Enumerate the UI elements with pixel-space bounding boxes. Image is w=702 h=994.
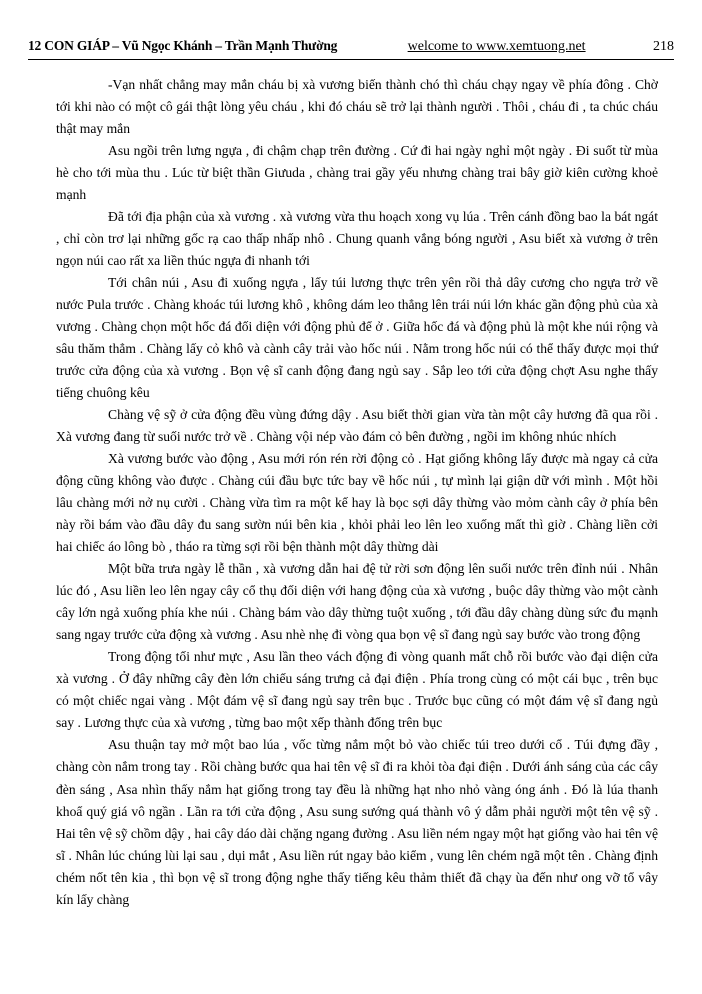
paragraph: Chàng vệ sỹ ở cửa động đều vùng đứng dậy . Asu biết thời gian vừa tàn một cây hương đã qua rồi . Xà vương đang từ suối nước trở về . Chàng vội nép vào đám cỏ bên đường , ngồi im không nhúc nhích bbox=[56, 407, 658, 445]
paragraph: -Vạn nhất chẳng may mắn cháu bị xà vương biến thành chó thì cháu chạy ngay về phía đông . Chờ tới khi nào có một cô gái thật lòng yêu cháu , khi đó cháu sẽ trở lại thành người . Thôi , cháu đi , ta chúc cháu thật may mắn bbox=[56, 77, 658, 137]
book-title: 12 CON GIÁP – Vũ Ngọc Khánh – Trần Mạnh Thường bbox=[28, 38, 338, 53]
paragraph: Trong động tối như mực , Asu lần theo vách động đi vòng quanh mất chỗ rồi bước vào đại diện cửa xà vương . Ở đây những cây đèn lớn chiếu sáng trưng cả đại điện . Phía trong cùng có một cái bục , trên bục có một chiếc ngai vàng . Một đám vệ sĩ đang ngủ say trên bục . Trước bục cũng có một đám vệ sĩ đang ngủ say . Lương thực của xà vương , từng bao một xếp thành đống trên bục bbox=[56, 649, 658, 731]
website-link[interactable]: welcome to www.xemtuong.net bbox=[407, 39, 586, 54]
page-number: 218 bbox=[653, 39, 674, 54]
paragraph: Asu thuận tay mở một bao lúa , vốc từng nắm một bỏ vào chiếc túi treo dưới cổ . Túi đựng đầy , chàng còn nắm trong tay . Rồi chàng bước qua hai tên vệ sĩ đi ra khỏi tòa đại điện . Dưới ánh sáng của các cây đèn sáng , Asa nhìn thấy nắm hạt giống trong tay đều là những hạt nho nhỏ vàng óng ánh . Đó là lúa thanh khoẩ quý giá vô ngần . Lần ra tới cửa động , Asu sung sướng quá thành vô ý dẫm phải người một tên vệ sỹ . Hai tên vệ sỹ chồm dậy , hai cây dáo dài chặng ngang đường . Asu liền ném ngay một hạt giống vào hai tên vệ sĩ . Nhân lúc chúng lùi lại sau , dụi mắt , Asu liền rút ngay bảo kiểm , vung lên chém ngã một tên . Chàng định chém nốt tên kia , thì bọn vệ sĩ trong động nghe thấy tiếng kêu thảm thiết đã chạy ùa đến như ong vỡ tổ vây kín lấy chàng bbox=[56, 737, 658, 907]
paragraph: Asu ngồi trên lưng ngựa , đi chậm chạp trên đường . Cứ đi hai ngày nghỉ một ngày . Đi suốt từ mùa hè cho tới mùa thu . Lúc từ biệt thần Giưuda , chàng trai gầy yếu nhưng chàng trai bây giờ kiên cường khoẻ mạnh bbox=[56, 143, 658, 203]
body-text bbox=[28, 74, 674, 911]
paragraph: Xà vương bước vào động , Asu mới rón rén rời động cỏ . Hạt giống không lấy được mà ngay cả cửa động cũng không vào được . Chàng cúi đầu bực tức bay về hốc núi , tự mình lại giận dữ với mình . Một hồi lâu chàng mới nở nụ cười . Chàng vừa tìm ra một kế hay là bọc sợi dây thừng vào mỏm cành cây ở phía bên này rồi bám vào đầu dây đu sang sườn núi bên kia , khỏi phải leo lên leo xuống mất thì giờ . Chàng liền cởi hai chiếc áo lông bò , tháo ra từng sợi rồi bện thành một dây thừng dài bbox=[56, 451, 658, 555]
paragraph: Một bữa trưa ngày lễ thần , xà vương dẫn hai đệ tử rời sơn động lên suối nước trên đỉnh núi . Nhân lúc đó , Asu liền leo lên ngay cây cổ thụ đối diện với hang động của xà vương , buộc dây thừng vào một cành cây lớn ngả xuống phía khe núi . Chàng bám vào dây thừng tuột xuống , tới đầu dây chàng dùng sức đu mạnh sang ngay trước cửa động xà vương . Asu nhè nhẹ đi vòng qua bọn vệ sĩ đang ngủ say bước vào trong động bbox=[56, 561, 658, 643]
header-divider bbox=[28, 59, 674, 60]
page-header bbox=[28, 38, 674, 55]
paragraph: Tới chân núi , Asu đi xuống ngựa , lấy túi lương thực trên yên rồi thả dây cương cho ngựa trở về nước Pula trước . Chàng khoác túi lương khô , không dám leo thẳng lên trái núi lớn khác gần động phủ của xà vương . Chàng chọn một hốc đá đối diện với động phủ để ở . Giữa hốc đá và động phủ là một khe núi rộng và sâu thăm thẳm . Chàng lấy cỏ khô và cành cây trải vào hốc núi . Nằm trong hốc núi có thể thấy được mọi thứ trước cửa động của xà vương . Bọn vệ sĩ canh động đang ngủ say . Sắp leo tới cửa động chợt Asu nghe thấy tiếng chuông kêu bbox=[56, 275, 658, 401]
paragraph: Đã tới địa phận của xà vương . xà vương vừa thu hoạch xong vụ lúa . Trên cánh đồng bao la bát ngát , chỉ còn trơ lại những gốc rạ cao thấp nhấp nhô . Chung quanh vắng bóng người , Asu biết xà vương ở trên ngọn núi cao rất xa liền thúc ngựa đi nhanh tới bbox=[56, 209, 658, 269]
